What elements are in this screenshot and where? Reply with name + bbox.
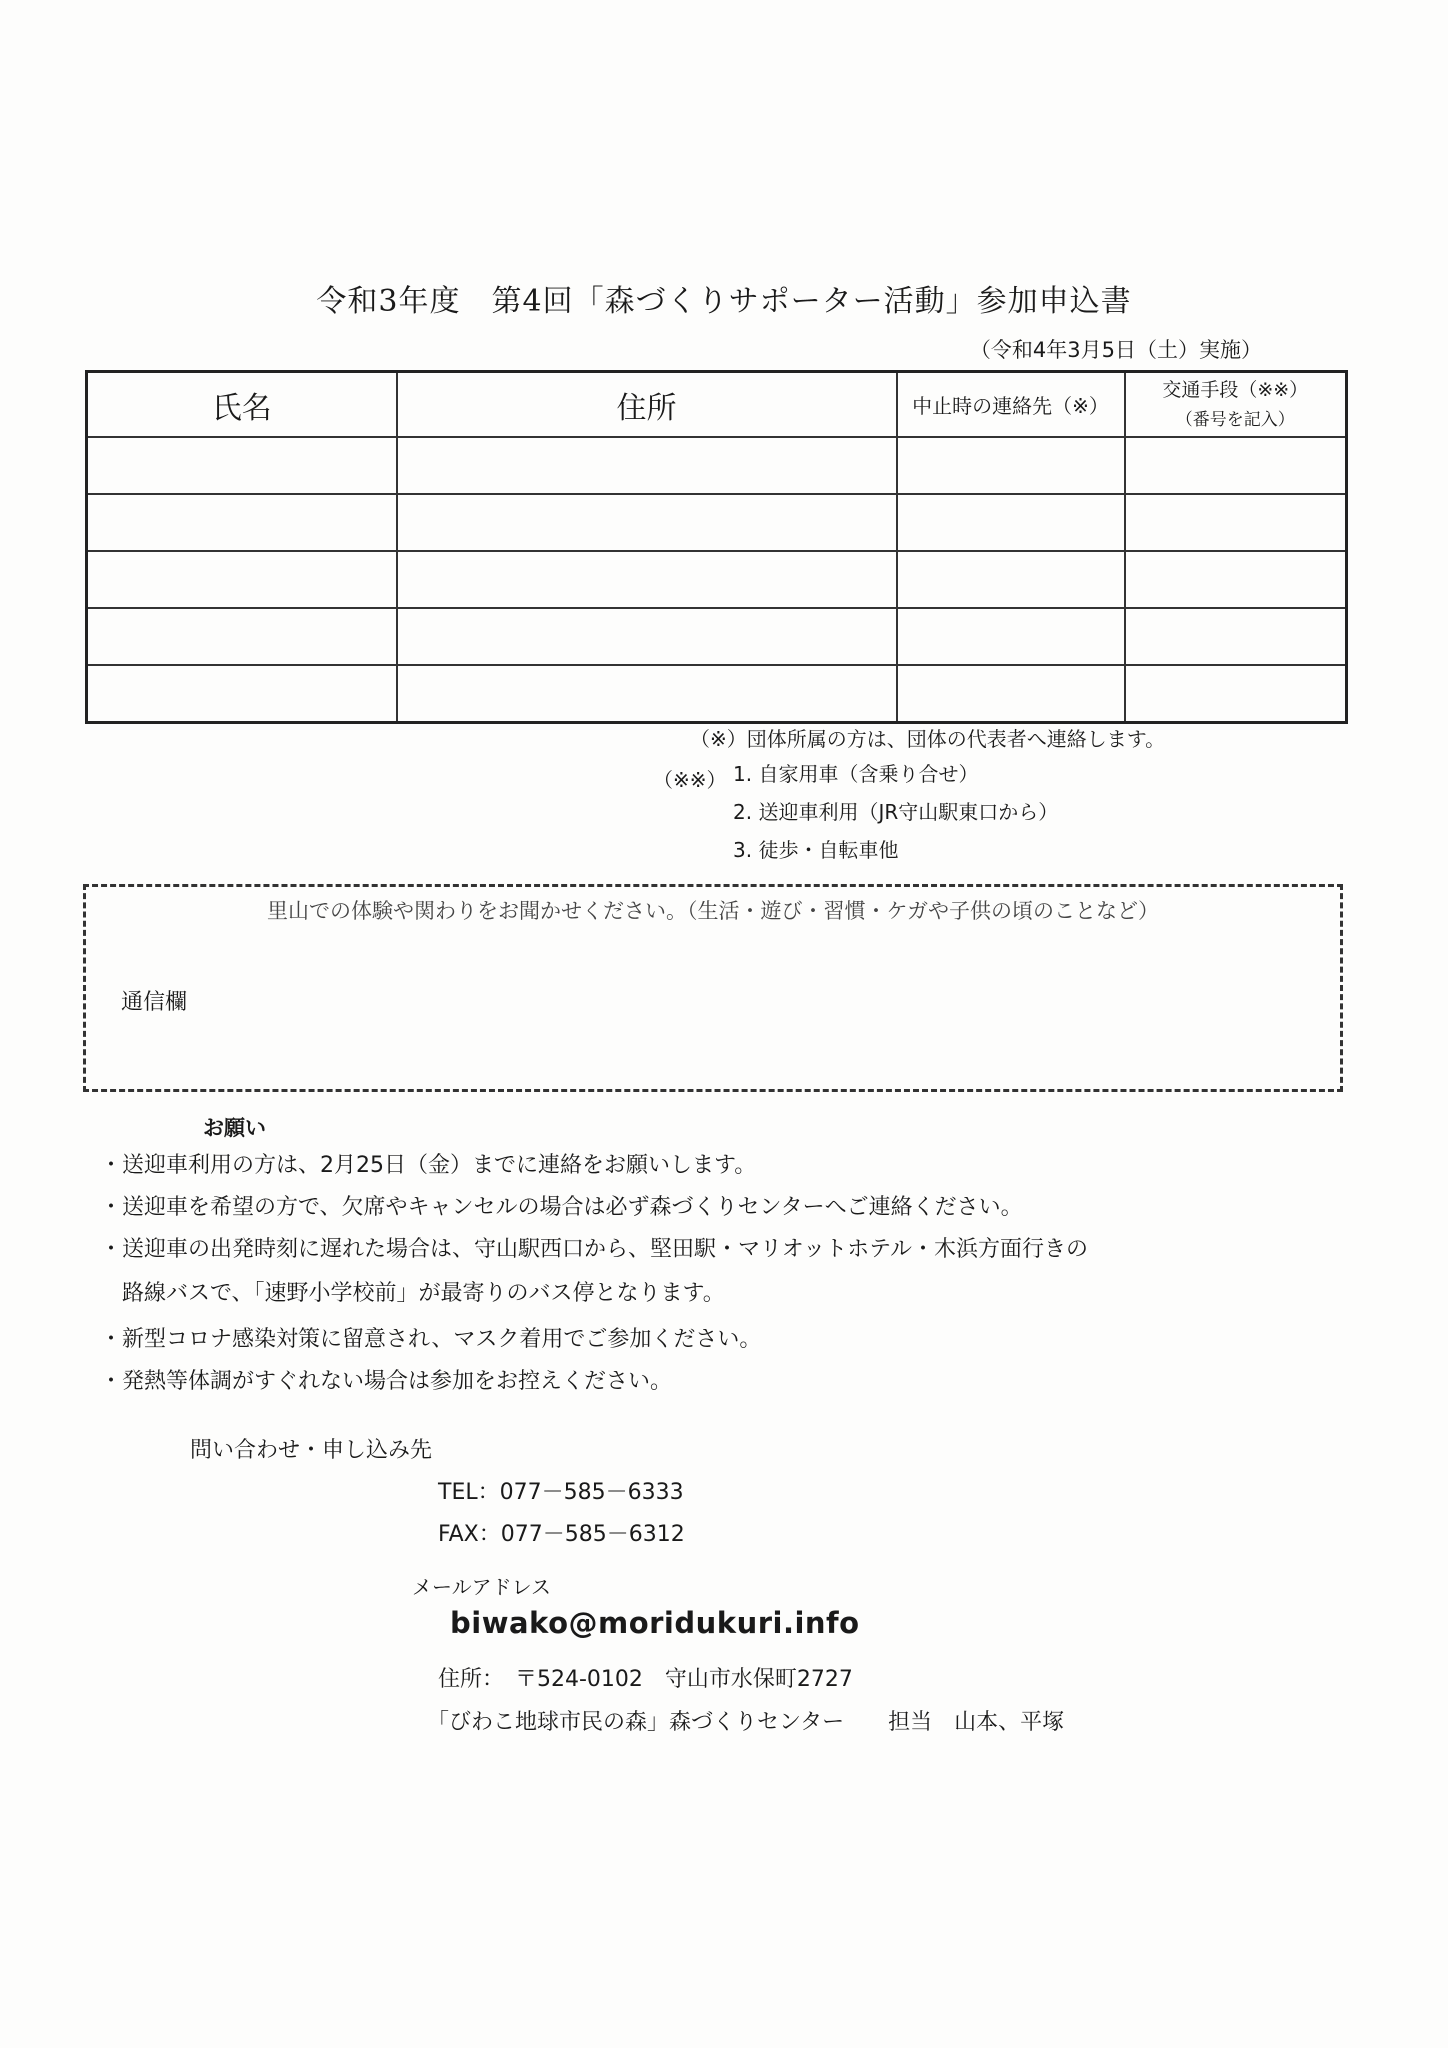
contact-cell[interactable] — [897, 665, 1125, 723]
header-name: 氏名 — [87, 372, 397, 438]
transport-note-marker: （※※） — [653, 768, 727, 792]
address-cell[interactable] — [397, 665, 897, 723]
table-row — [87, 551, 1347, 608]
transport-option-3: 3. 徒歩・自転車他 — [733, 838, 899, 862]
contact-fax: FAX：077－585－6312 — [438, 1522, 685, 1547]
name-cell[interactable] — [87, 551, 397, 608]
contact-email[interactable]: biwako@moridukuri.info — [450, 1606, 860, 1640]
transport-cell[interactable] — [1125, 437, 1347, 494]
comment-box — [83, 884, 1343, 1092]
transport-cell[interactable] — [1125, 494, 1347, 551]
header-transport-label: 交通手段（※※） — [1162, 378, 1309, 401]
header-transport-hint: （番号を記入） — [1175, 409, 1295, 430]
request-item: ・送迎車利用の方は、2月25日（金）までに連絡をお願いします。 — [100, 1153, 757, 1178]
table-row — [87, 608, 1347, 665]
name-cell[interactable] — [87, 494, 397, 551]
contact-tel: TEL：077－585－6333 — [438, 1480, 684, 1505]
contact-cell[interactable] — [897, 608, 1125, 665]
header-contact: 中止時の連絡先（※） — [897, 372, 1125, 438]
request-item: 路線バスで、「速野小学校前」が最寄りのバス停となります。 — [100, 1281, 725, 1306]
request-item: ・送迎車を希望の方で、欠席やキャンセルの場合は必ず森づくりセンターへご連絡ください。 — [100, 1195, 1023, 1220]
request-item: ・発熱等体調がすぐれない場合は参加をお控えください。 — [100, 1369, 673, 1394]
contact-organization: 「びわこ地球市民の森」森づくりセンター 担当 山本、平塚 — [427, 1710, 1065, 1735]
email-label: メールアドレス — [412, 1575, 551, 1599]
transport-cell[interactable] — [1125, 665, 1347, 723]
form-title: 令和3年度 第4回「森づくりサポーター活動」参加申込書 — [316, 284, 1132, 319]
group-contact-note: （※）団体所属の方は、団体の代表者へ連絡します。 — [690, 727, 1166, 751]
comment-label: 通信欄 — [121, 990, 188, 1015]
requests-heading: お願い — [203, 1116, 266, 1140]
contact-cell[interactable] — [897, 437, 1125, 494]
name-cell[interactable] — [87, 665, 397, 723]
event-date: （令和4年3月5日（土）実施） — [969, 338, 1262, 362]
table-row — [87, 437, 1347, 494]
contact-heading: 問い合わせ・申し込み先 — [190, 1438, 433, 1463]
contact-cell[interactable] — [897, 551, 1125, 608]
contact-cell[interactable] — [897, 494, 1125, 551]
transport-option-2: 2. 送迎車利用（JR守山駅東口から） — [733, 800, 1059, 824]
application-table — [85, 370, 1348, 724]
table-header-row — [87, 372, 1347, 438]
header-transport — [1125, 372, 1347, 438]
request-item: ・送迎車の出発時刻に遅れた場合は、守山駅西口から、堅田駅・マリオットホテル・木浜方面行きの — [100, 1237, 1089, 1262]
address-cell[interactable] — [397, 494, 897, 551]
name-cell[interactable] — [87, 608, 397, 665]
table-row — [87, 665, 1347, 723]
contact-address: 住所： 〒524-0102 守山市水保町2727 — [438, 1667, 853, 1692]
comment-field[interactable] — [236, 947, 1320, 1074]
transport-cell[interactable] — [1125, 551, 1347, 608]
address-cell[interactable] — [397, 551, 897, 608]
transport-option-1: 1. 自家用車（含乗り合せ） — [733, 762, 979, 786]
name-cell[interactable] — [87, 437, 397, 494]
request-item: ・新型コロナ感染対策に留意され、マスク着用でご参加ください。 — [100, 1327, 762, 1352]
comment-prompt: 里山での体験や関わりをお聞かせください。（生活・遊び・習慣・ケガや子供の頃のことなど） — [266, 899, 1160, 923]
table-row — [87, 494, 1347, 551]
transport-cell[interactable] — [1125, 608, 1347, 665]
address-cell[interactable] — [397, 437, 897, 494]
address-cell[interactable] — [397, 608, 897, 665]
header-address: 住所 — [397, 372, 897, 438]
